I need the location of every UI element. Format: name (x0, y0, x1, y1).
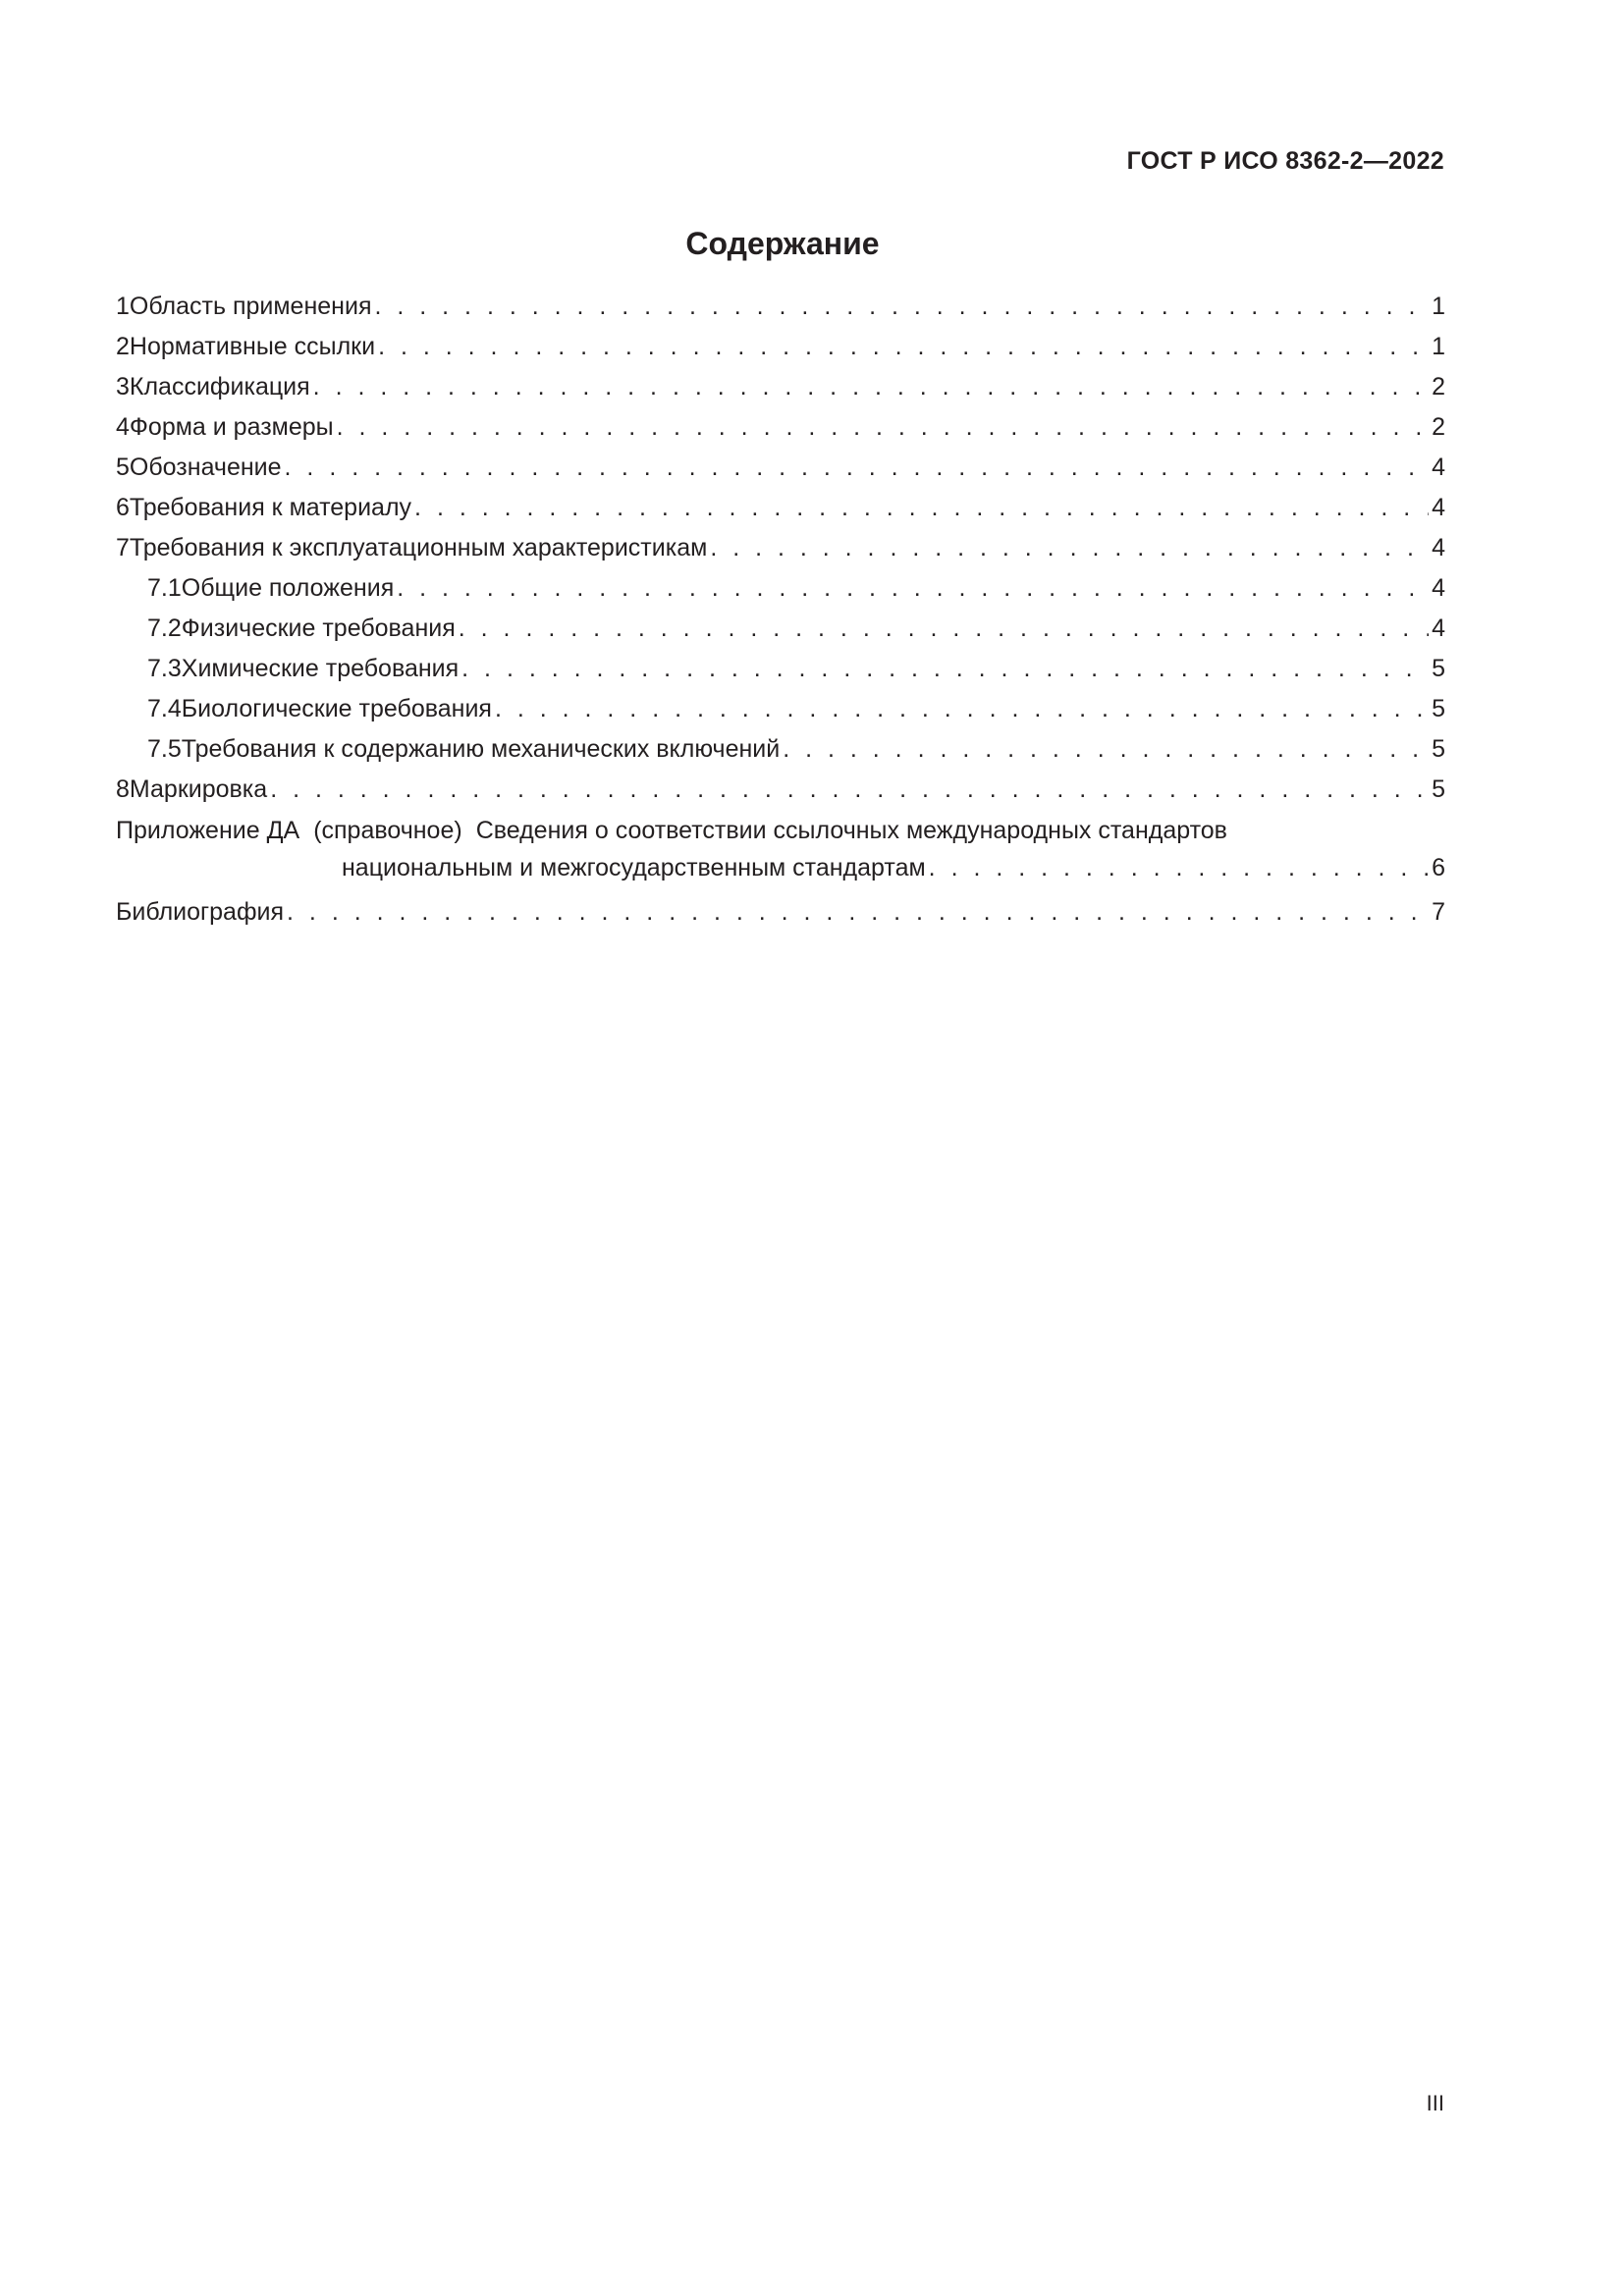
table-of-contents (116, 287, 1445, 933)
toc-item-number: 5 (116, 454, 130, 481)
toc-item-number: 8 (116, 775, 130, 803)
toc-item-title: Требования к эксплуатационным характеристикам (129, 534, 708, 561)
toc-item-number: 7.5 (147, 735, 182, 763)
toc-item-title: Общие положения (181, 574, 395, 602)
toc-leader-dots (710, 528, 1429, 568)
appendix-title-line1: Сведения о соответствии ссылочных международных стандартов (475, 817, 1227, 844)
toc-item-title: Библиография (116, 898, 285, 926)
toc-item-page: 6 (1432, 854, 1445, 881)
toc-item-title: Классификация (129, 373, 310, 400)
toc-item-6[interactable] (116, 488, 1445, 528)
toc-item-bibliography[interactable] (116, 892, 1445, 933)
toc-leader-dots (414, 488, 1429, 528)
toc-item-number: 7.4 (147, 695, 182, 722)
toc-leader-dots (287, 892, 1429, 933)
toc-item-page: 5 (1432, 735, 1445, 763)
toc-item-title: Нормативные ссылки (129, 333, 376, 360)
toc-item-number: 2 (116, 333, 130, 360)
toc-item-number: 6 (116, 494, 130, 521)
toc-leader-dots (378, 327, 1429, 367)
toc-leader-dots (313, 367, 1429, 407)
toc-item-5[interactable] (116, 448, 1445, 488)
appendix-heading-line (116, 812, 1445, 849)
toc-item-3[interactable] (116, 367, 1445, 407)
toc-item-1[interactable] (116, 287, 1445, 327)
appendix-continuation-line (116, 849, 1445, 886)
toc-item-7[interactable] (116, 528, 1445, 568)
toc-item-page: 5 (1432, 655, 1445, 682)
toc-leader-dots (374, 287, 1429, 327)
toc-item-number: 7.2 (147, 614, 182, 642)
appendix-type: (справочное) (313, 817, 462, 844)
toc-item-7-4[interactable] (116, 689, 1445, 729)
toc-item-title: Обозначение (129, 454, 282, 481)
toc-item-title: Физические требования (181, 614, 456, 642)
toc-leader-dots (270, 770, 1429, 810)
document-code: ГОСТ Р ИСО 8362-2—2022 (1126, 147, 1444, 175)
appendix-label: Приложение ДА (116, 817, 300, 844)
toc-item-page: 5 (1432, 695, 1445, 722)
toc-item-number: 4 (116, 413, 130, 441)
toc-item-number: 1 (116, 293, 130, 320)
toc-leader-dots (495, 689, 1429, 729)
toc-item-number: 3 (116, 373, 130, 400)
toc-item-page: 4 (1432, 454, 1445, 481)
toc-leader-dots (285, 448, 1430, 488)
toc-item-4[interactable] (116, 407, 1445, 448)
toc-item-page: 2 (1432, 373, 1445, 400)
toc-item-title: Требования к содержанию механических включений (181, 735, 781, 763)
toc-item-8[interactable] (116, 770, 1445, 810)
toc-item-page: 1 (1432, 333, 1445, 360)
toc-item-7-2[interactable] (116, 609, 1445, 649)
toc-item-7-5[interactable] (116, 729, 1445, 770)
toc-item-number: 7.3 (147, 655, 182, 682)
page-number: III (1426, 2091, 1444, 2115)
toc-item-page: 4 (1432, 494, 1445, 521)
toc-item-page: 1 (1432, 293, 1445, 320)
appendix-title-line2: национальным и межгосударственным стандартам (342, 854, 926, 881)
toc-item-page: 4 (1432, 534, 1445, 561)
toc-item-appendix-da[interactable] (116, 812, 1445, 886)
toc-item-title: Маркировка (129, 775, 268, 803)
toc-item-title: Форма и размеры (129, 413, 334, 441)
toc-item-number: 7.1 (147, 574, 182, 602)
toc-item-page: 4 (1432, 574, 1445, 602)
toc-item-title: Химические требования (181, 655, 460, 682)
toc-leader-dots (783, 729, 1429, 770)
toc-item-page: 2 (1432, 413, 1445, 441)
toc-item-7-1[interactable] (116, 568, 1445, 609)
toc-leader-dots (929, 849, 1429, 886)
toc-item-number: 7 (116, 534, 130, 561)
toc-item-7-3[interactable] (116, 649, 1445, 689)
toc-item-title: Требования к материалу (129, 494, 412, 521)
toc-item-title: Область применения (129, 293, 372, 320)
toc-leader-dots (461, 649, 1429, 689)
toc-leader-dots (337, 407, 1429, 448)
toc-item-page: 7 (1432, 898, 1445, 926)
toc-title: Содержание (685, 226, 880, 261)
toc-leader-dots (459, 609, 1429, 649)
toc-item-page: 5 (1432, 775, 1445, 803)
toc-item-title: Биологические требования (181, 695, 492, 722)
toc-item-2[interactable] (116, 327, 1445, 367)
toc-item-page: 4 (1432, 614, 1445, 642)
toc-leader-dots (397, 568, 1429, 609)
